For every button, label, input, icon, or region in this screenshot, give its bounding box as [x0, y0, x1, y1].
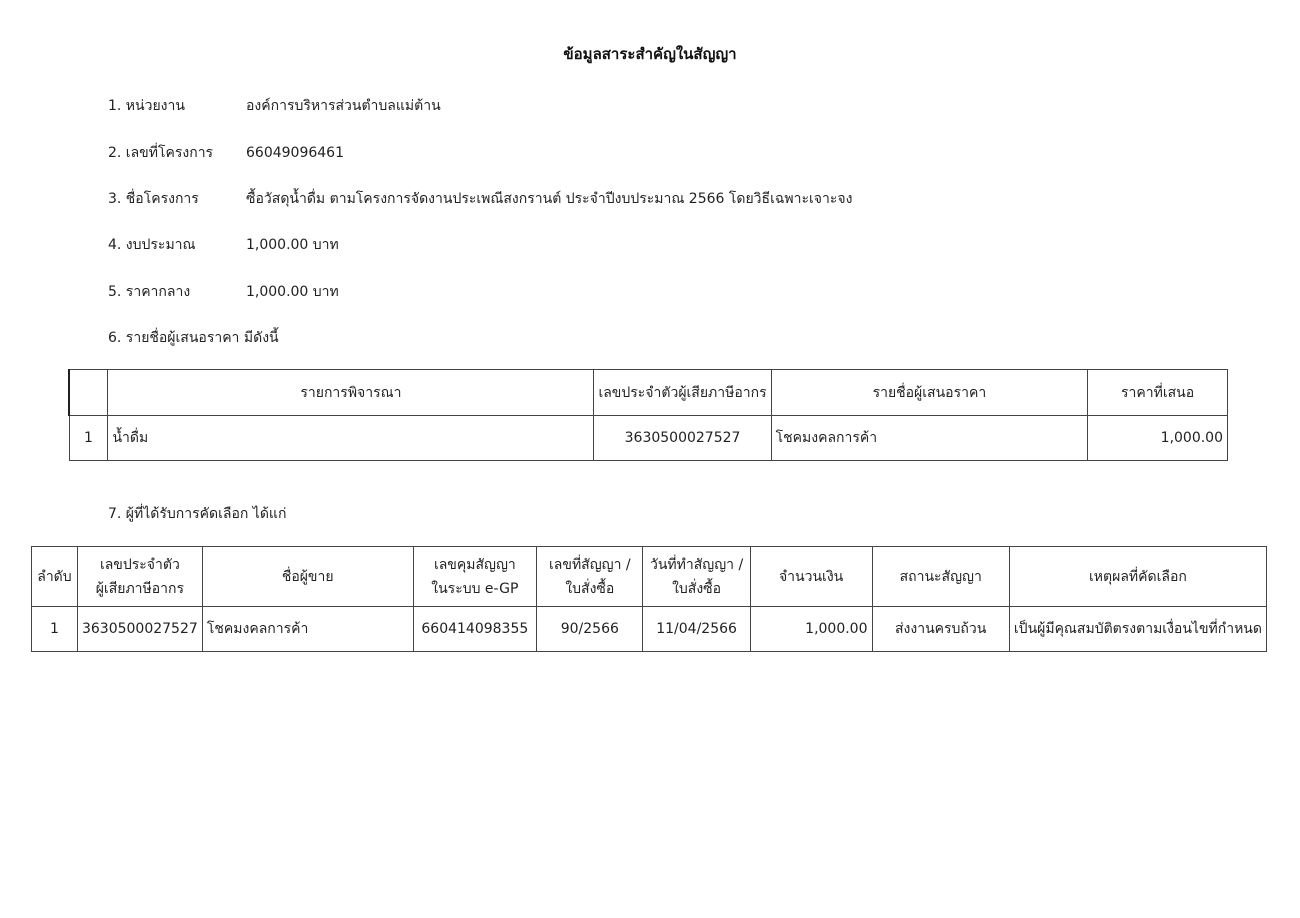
table-header-cell: เลขคุมสัญญา ในระบบ e-GP [413, 547, 537, 607]
table-cell-contract-number: 90/2566 [537, 607, 643, 652]
table-cell-reason: เป็นผู้มีคุณสมบัติตรงตามเงื่อนไขที่กำหนด [1009, 607, 1266, 652]
info-label: 2. เลขที่โครงการ [108, 145, 214, 161]
table-header-cell: เลขประจำตัวผู้เสียภาษีอากร [594, 370, 771, 416]
table-header-cell: เลขที่สัญญา / ใบสั่งซื้อ [537, 547, 643, 607]
info-row-project-name [108, 188, 852, 210]
table-header-cell: จำนวนเงิน [750, 547, 872, 607]
info-value: 66049096461 [246, 145, 344, 161]
table-cell-amount: 1,000.00 [750, 607, 872, 652]
table-header-cell [69, 370, 108, 416]
table-header-cell: ชื่อผู้ขาย [202, 547, 413, 607]
table-cell-egp-number: 660414098355 [413, 607, 537, 652]
info-value: องค์การบริหารส่วนตำบลแม่ต้าน [246, 98, 441, 114]
table-header-cell: เลขประจำตัว ผู้เสียภาษีอากร [77, 547, 202, 607]
table-row [32, 607, 1267, 652]
table-cell-contract-date: 11/04/2566 [643, 607, 750, 652]
bidders-table [68, 369, 1228, 461]
info-row-project-number [108, 142, 344, 164]
winners-heading: 7. ผู้ที่ได้รับการคัดเลือก ได้แก่ [108, 506, 287, 522]
table-header-cell: ราคาที่เสนอ [1088, 370, 1228, 416]
table-cell-status: ส่งงานครบถ้วน [872, 607, 1009, 652]
table-cell-bidder-name: โชคมงคลการค้า [771, 416, 1087, 461]
table-header-cell: เหตุผลที่คัดเลือก [1009, 547, 1266, 607]
info-value: 1,000.00 บาท [246, 237, 339, 253]
table-header-cell: วันที่ทำสัญญา / ใบสั่งซื้อ [643, 547, 750, 607]
table-header-cell: รายการพิจารณา [108, 370, 594, 416]
table-cell-item: น้ำดื่ม [108, 416, 594, 461]
table-row [69, 416, 1228, 461]
table-cell-index: 1 [32, 607, 78, 652]
info-value: ซื้อวัสดุน้ำดื่ม ตามโครงการจัดงานประเพณีสงกรานต์ ประจำปีงบประมาณ 2566 โดยวิธีเฉพาะเจาะจง [246, 191, 853, 207]
info-row-median-price [108, 281, 339, 303]
info-label: 1. หน่วยงาน [108, 98, 185, 114]
info-row-budget [108, 234, 339, 256]
info-value: 1,000.00 บาท [246, 284, 339, 300]
info-label: 4. งบประมาณ [108, 237, 196, 253]
table-cell-tax-id: 3630500027527 [77, 607, 202, 652]
table-header-cell: รายชื่อผู้เสนอราคา [771, 370, 1087, 416]
table-header-cell: สถานะสัญญา [872, 547, 1009, 607]
table-header-row [69, 370, 1228, 416]
table-cell-index: 1 [69, 416, 108, 461]
table-header-cell: ลำดับ [32, 547, 78, 607]
table-cell-price: 1,000.00 [1088, 416, 1228, 461]
info-label: 5. ราคากลาง [108, 284, 191, 300]
table-header-row [32, 547, 1267, 607]
table-cell-tax-id: 3630500027527 [594, 416, 771, 461]
winners-table [31, 546, 1267, 652]
info-label: 3. ชื่อโครงการ [108, 191, 199, 207]
bidders-heading: 6. รายชื่อผู้เสนอราคา มีดังนี้ [108, 330, 279, 346]
info-row-agency [108, 95, 441, 117]
document-title: ข้อมูลสาระสำคัญในสัญญา [563, 45, 737, 63]
table-cell-seller-name: โชคมงคลการค้า [202, 607, 413, 652]
